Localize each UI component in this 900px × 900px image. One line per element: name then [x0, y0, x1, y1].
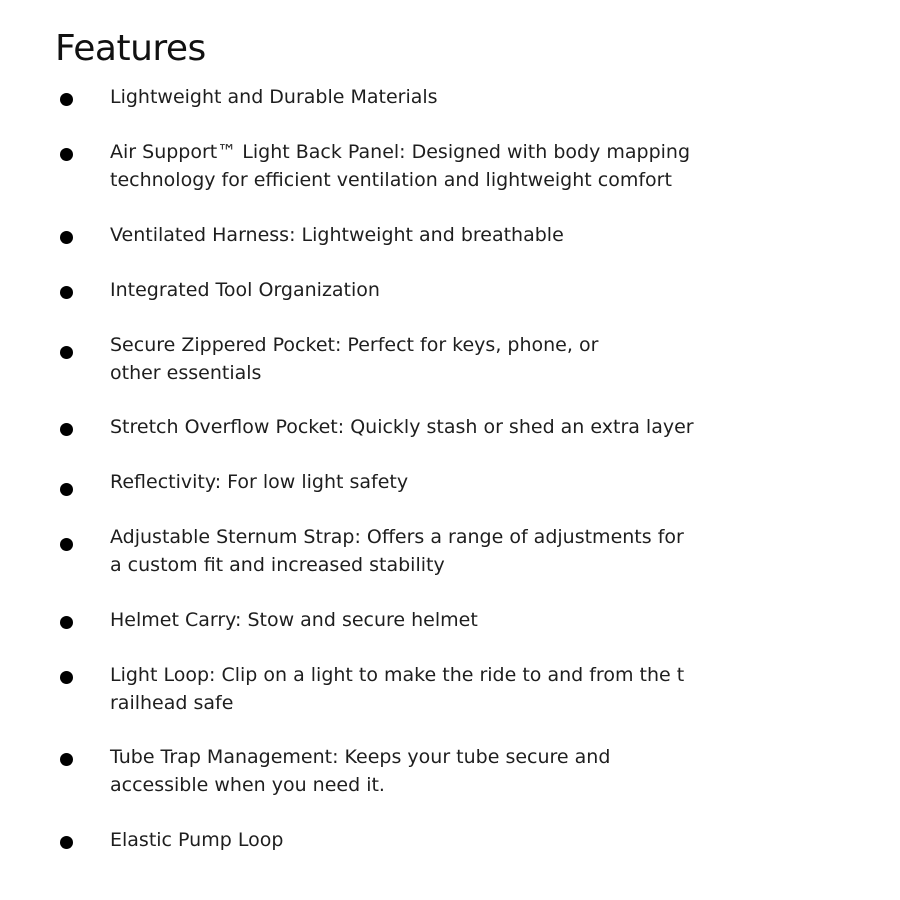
feature-line: Light Loop: Clip on a light to make the ride to and from the t: [110, 664, 685, 686]
feature-text: [110, 413, 750, 441]
feature-line: Elastic Pump Loop: [110, 829, 284, 851]
bullet-icon: [60, 231, 73, 244]
feature-text: [110, 138, 750, 194]
feature-line: Ventilated Harness: Lightweight and breathable: [110, 224, 564, 246]
feature-text: [110, 83, 750, 111]
feature-line: Tube Trap Management: Keeps your tube secure and: [110, 746, 611, 768]
feature-line: Stretch Overflow Pocket: Quickly stash or shed an extra layer: [110, 416, 694, 438]
feature-line: Air Support™ Light Back Panel: Designed with body mapping: [110, 141, 691, 163]
feature-text: [110, 826, 750, 854]
feature-text: [110, 661, 750, 717]
feature-line: Adjustable Sternum Strap: Offers a range of adjustments for: [110, 526, 684, 548]
feature-line: other essentials: [110, 362, 262, 384]
feature-text: [110, 331, 750, 387]
bullet-icon: [60, 93, 73, 106]
feature-text: [110, 276, 750, 304]
feature-text: [110, 743, 750, 799]
bullet-icon: [60, 671, 73, 684]
bullet-icon: [60, 423, 73, 436]
feature-line: a custom fit and increased stability: [110, 554, 445, 576]
feature-text: [110, 523, 750, 579]
bullet-icon: [60, 346, 73, 359]
feature-line: technology for efficient ventilation and lightweight comfort: [110, 169, 672, 191]
bullet-icon: [60, 538, 73, 551]
feature-text: [110, 468, 750, 496]
feature-line: railhead safe: [110, 692, 234, 714]
feature-line: Lightweight and Durable Materials: [110, 86, 438, 108]
bullet-icon: [60, 148, 73, 161]
bullet-icon: [60, 753, 73, 766]
page-title: Features: [55, 28, 206, 69]
feature-line: Reflectivity: For low light safety: [110, 471, 409, 493]
bullet-icon: [60, 483, 73, 496]
bullet-icon: [60, 836, 73, 849]
feature-line: Integrated Tool Organization: [110, 279, 380, 301]
bullet-icon: [60, 616, 73, 629]
feature-line: Helmet Carry: Stow and secure helmet: [110, 609, 478, 631]
bullet-icon: [60, 286, 73, 299]
feature-text: [110, 606, 750, 634]
feature-line: accessible when you need it.: [110, 774, 385, 796]
feature-line: Secure Zippered Pocket: Perfect for keys, phone, or: [110, 334, 599, 356]
feature-text: [110, 221, 750, 249]
